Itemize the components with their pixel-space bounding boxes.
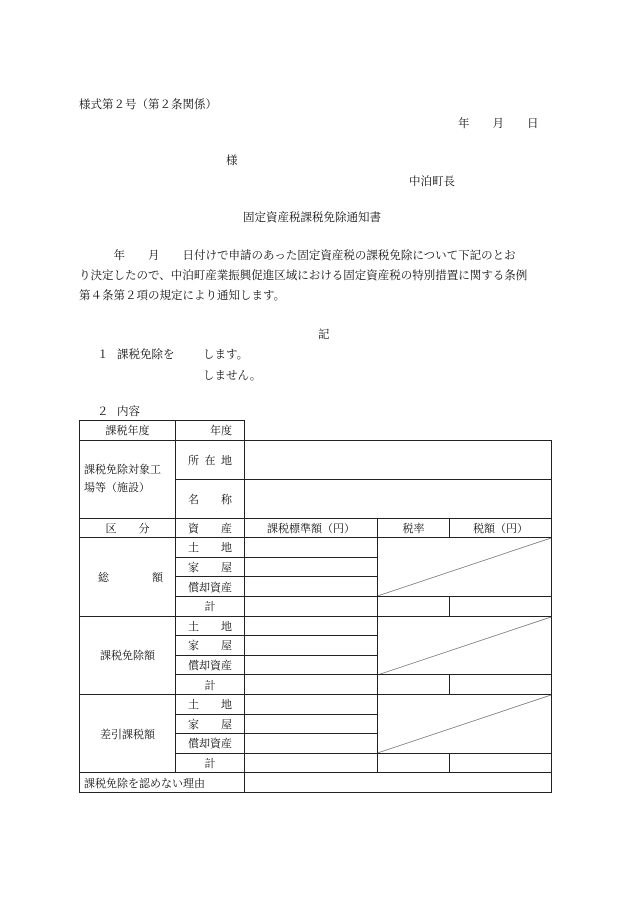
item2-label: 内容	[117, 404, 140, 418]
asset-total: 計	[176, 675, 245, 695]
addressee-suffix: 様	[226, 153, 238, 167]
location-label: 所 在 地	[176, 440, 245, 479]
detail-table	[79, 420, 552, 793]
asset-depreciable: 償却資産	[176, 577, 245, 597]
issuer: 中泊町長	[409, 174, 455, 188]
body-line: 第４条第２項の規定により通知します。	[79, 288, 286, 302]
header-category: 区 分	[80, 518, 176, 538]
target-facility-label: 課税免除対象工場等（施設）	[80, 440, 176, 518]
group-net-taxable: 差引課税額	[80, 694, 176, 772]
ki-heading: 記	[318, 327, 330, 341]
document-title: 固定資産税課税免除通知書	[243, 210, 381, 224]
location-value[interactable]	[245, 440, 552, 479]
base-amount-cell[interactable]	[245, 557, 378, 577]
option-no: しません。	[203, 368, 262, 382]
name-value[interactable]	[245, 479, 552, 518]
reason-label: 課税免除を認めない理由	[80, 773, 245, 793]
asset-building: 家 屋	[176, 557, 245, 577]
asset-depreciable: 償却資産	[176, 734, 245, 754]
tax-rate-cell[interactable]	[378, 753, 450, 773]
tax-rate-cell[interactable]	[378, 596, 450, 616]
item1-label: 課税免除を	[117, 347, 175, 361]
body-line: 年 月 日付けで申請のあった固定資産税の課税免除について下記のとお	[79, 248, 516, 262]
header-base-amount: 課税標準額（円）	[245, 518, 378, 538]
base-amount-cell[interactable]	[245, 753, 378, 773]
asset-building: 家 屋	[176, 636, 245, 656]
header-tax-amount: 税額（円）	[450, 518, 552, 538]
base-amount-cell[interactable]	[245, 577, 378, 597]
header-asset: 資 産	[176, 518, 245, 538]
base-amount-cell[interactable]	[245, 675, 378, 695]
tax-year-label: 課税年度	[80, 421, 176, 441]
group-exemption: 課税免除額	[80, 616, 176, 694]
item1-number: １	[97, 347, 109, 361]
body-line: り決定したので、中泊町産業振興促進区域における固定資産税の特別措置に関する条例	[79, 268, 528, 282]
tax-amount-cell[interactable]	[450, 596, 552, 616]
tax-amount-cell[interactable]	[450, 753, 552, 773]
reason-value[interactable]	[245, 773, 552, 793]
form-number: 様式第２号（第２条関係）	[79, 97, 217, 111]
asset-depreciable: 償却資産	[176, 655, 245, 675]
diagonal-cell	[378, 538, 552, 597]
group-total: 総 額	[80, 538, 176, 616]
base-amount-cell[interactable]	[245, 636, 378, 656]
diagonal-cell	[378, 694, 552, 753]
tax-amount-cell[interactable]	[450, 675, 552, 695]
asset-total: 計	[176, 596, 245, 616]
body-paragraph	[79, 245, 553, 305]
blank-cell	[245, 421, 552, 441]
asset-land: 土 地	[176, 538, 245, 558]
item2-number: ２	[97, 404, 109, 418]
asset-total: 計	[176, 753, 245, 773]
asset-building: 家 屋	[176, 714, 245, 734]
asset-land: 土 地	[176, 616, 245, 636]
option-yes: します。	[203, 347, 249, 361]
base-amount-cell[interactable]	[245, 694, 378, 714]
base-amount-cell[interactable]	[245, 655, 378, 675]
base-amount-cell[interactable]	[245, 538, 378, 558]
base-amount-cell[interactable]	[245, 596, 378, 616]
date-line: 年 月 日	[458, 116, 539, 130]
name-label: 名 称	[176, 479, 245, 518]
header-tax-rate: 税率	[378, 518, 450, 538]
diagonal-cell	[378, 616, 552, 675]
base-amount-cell[interactable]	[245, 616, 378, 636]
tax-year-value: 年度	[176, 421, 245, 441]
tax-rate-cell[interactable]	[378, 675, 450, 695]
asset-land: 土 地	[176, 694, 245, 714]
base-amount-cell[interactable]	[245, 714, 378, 734]
base-amount-cell[interactable]	[245, 734, 378, 754]
